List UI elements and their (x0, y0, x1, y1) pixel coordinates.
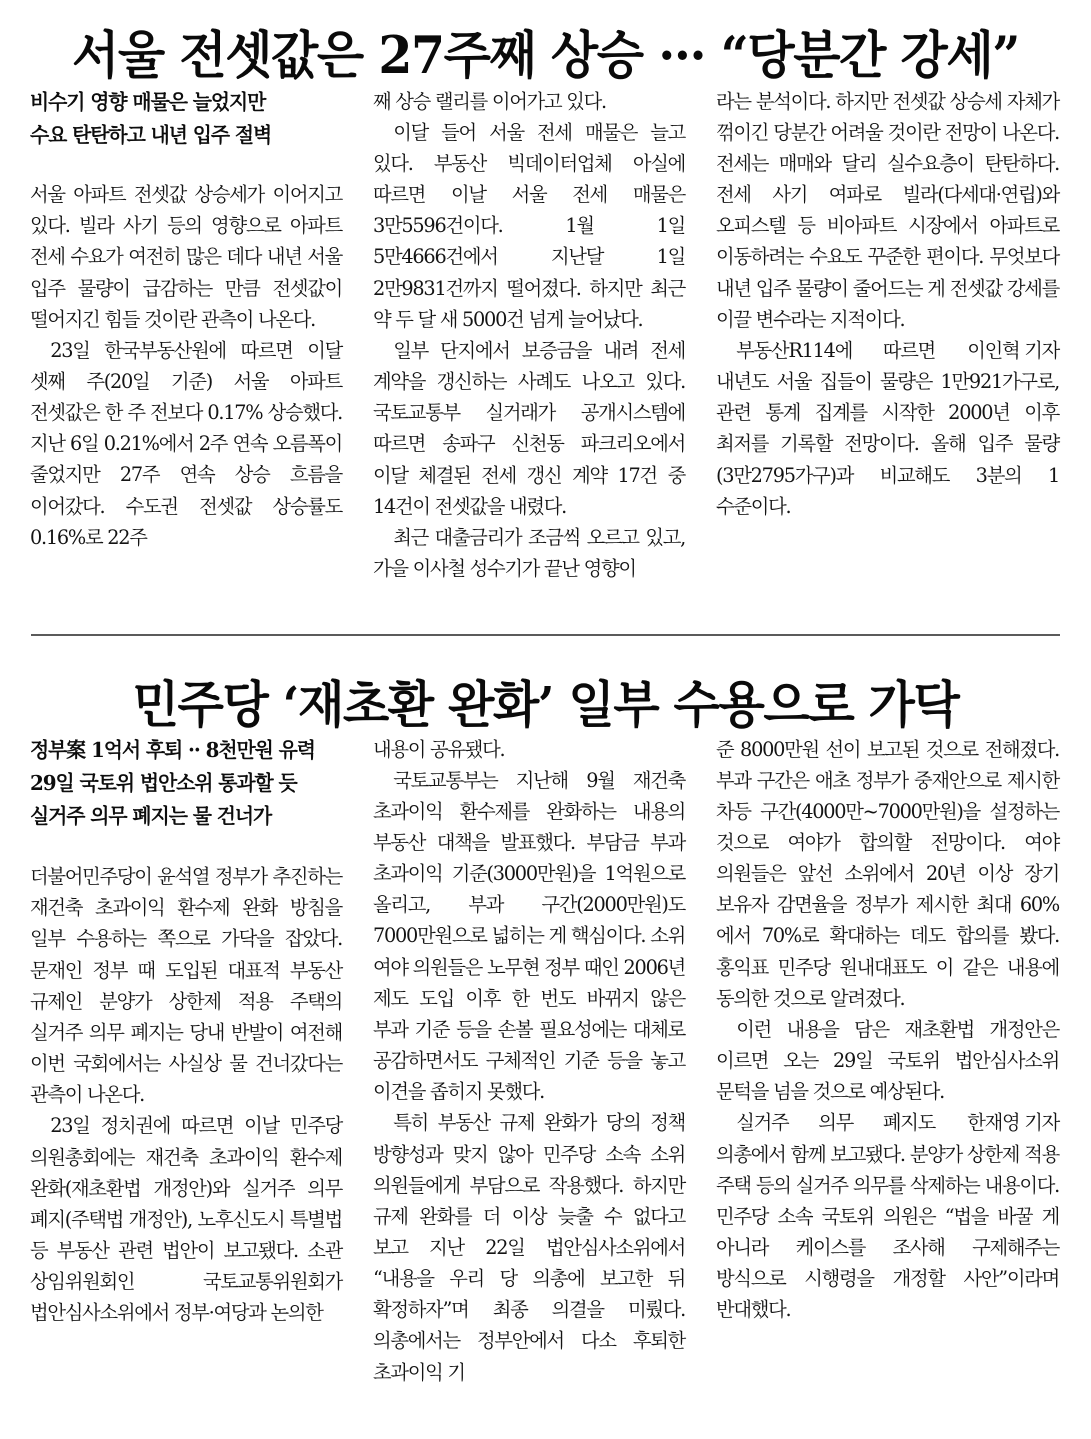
article-1-column-3 (716, 86, 1059, 522)
paragraph (716, 1107, 1059, 1325)
article-2-columns (30, 734, 1061, 1388)
article-2-body-3 (716, 734, 1059, 1326)
article-divider (31, 634, 1060, 636)
deck-line: 정부案 1억서 후퇴 ·· 8천만원 유력 (30, 737, 315, 762)
paragraph: 서울 아파트 전셋값 상승세가 이어지고 있다. 빌라 사기 등의 영향으로 아파트 전세 수요가 여전히 많은 데다 내년 서울 입주 물량이 급감하는 만큼 전셋값이 떨어지긴 힘들 것이란 관측이 나온다. (30, 183, 342, 331)
paragraph: 째 상승 랠리를 이어가고 있다. (373, 89, 606, 113)
article-2-body-1 (30, 861, 342, 1328)
article-2-column-3 (716, 734, 1059, 1326)
paragraph-text: 부동산R114에 따르면 내년도 서울 집들이 물량은 1만921가구로, 관련 통계 집계를 시작한 2000년 이후 최저를 기록할 전망이다. 올해 입주 물량(3만2795가구)과 비교해도 3분의 1 수준이다. (716, 338, 1059, 518)
article-top (0, 0, 1091, 584)
article-1-byline: 이인혁 기자 (967, 338, 1059, 362)
article-1-body-3 (716, 86, 1059, 522)
paragraph: 이런 내용을 담은 재초환법 개정안은 이르면 오는 29일 국토위 법안심사소위 문턱을 넘을 것으로 예상된다. (716, 1017, 1059, 1104)
paragraph: 라는 분석이다. 하지만 전셋값 상승세 자체가 꺾이긴 당분간 어려울 것이란 전망이 나온다. 전세는 매매와 달리 실수요층이 탄탄하다. 전세 사기 여파로 빌라(다세대·연립)와 오피스텔 등 비아파트 시장에서 아파트로 이동하려는 수요도 꾸준한 편이다. 무엇보다 내년 입주 물량이 줄어드는 게 전셋값 강세를 이끌 변수라는 지적이다. (716, 89, 1059, 331)
paragraph: 특히 부동산 규제 완화가 당의 정책 방향성과 맞지 않아 민주당 소속 소위 의원들에게 부담으로 작용했다. 하지만 규제 완화를 더 이상 늦출 수 없다고 보고 지난 22일 법안심사소위에서 “내용을 우리 당 의총에 보고한 뒤 확정하자”며 최종 의결을 미뤘다. 의총에서는 정부안에서 다소 후퇴한 초과이익 기 (373, 1111, 685, 1384)
deck-line: 수요 탄탄하고 내년 입주 절벽 (30, 122, 272, 147)
deck-line: 비수기 영향 매물은 늘었지만 (30, 89, 266, 114)
paragraph: 준 8000만원 선이 보고된 것으로 전해졌다. 부과 구간은 애초 정부가 중재안으로 제시한 차등 구간(4000만~7000만원)을 설정하는 것으로 여야가 합의할 전망이다. 여야 의원들은 앞선 소위에서 20년 이상 장기 보유자 감면율을 정부가 제시한 최대 60%에서 70%로 확대하는 데도 합의를 봤다. 홍익표 민주당 원내대표도 이 같은 내용에 동의한 것으로 알려졌다. (716, 737, 1059, 1010)
article-1-columns (30, 86, 1061, 585)
paragraph: 최근 대출금리가 조금씩 오르고 있고, 가을 이사철 성수기가 끝난 영향이 (373, 525, 685, 580)
paragraph: 23일 한국부동산원에 따르면 이달 셋째 주(20일 기준) 서울 아파트 전셋값은 한 주 전보다 0.17% 상승했다. 지난 6일 0.21%에서 2주 연속 오름폭이 줄었지만 27주 연속 상승 흐름을 이어갔다. 수도권 전셋값 상승률도 0.16%로 22주 (30, 338, 342, 549)
article-1-headline: 서울 전셋값은 27주째 상승 ··· “당분간 강세” (72, 26, 1019, 86)
paragraph: 국토교통부는 지난해 9월 재건축 초과이익 환수제를 완화하는 내용의 부동산 대책을 발표했다. 부담금 부과 초과이익 기준(3000만원)을 1억원으로 올리고, 부과 구간(2000만원)도 7000만원으로 넓히는 게 핵심이다. 소위 여야 의원들은 노무현 정부 때인 2006년 제도 도입 이후 한 번도 바뀌지 않은 부과 기준 등을 손볼 필요성에는 대체로 공감하면서도 구체적인 기준 등을 놓고 이견을 좁히지 못했다. (373, 768, 685, 1104)
paragraph: 23일 정치권에 따르면 이날 민주당 의원총회에는 재건축 초과이익 환수제 완화(재초환법 개정안)와 실거주 의무 폐지(주택법 개정안), 노후신도시 특별법 등 부동산 관련 법안이 보고됐다. 소관 상임위원회인 국토교통위원회가 법안심사소위에서 정부·여당과 논의한 (30, 1114, 342, 1325)
article-2-headline: 민주당 ‘재초환 완화’ 일부 수용으로 가닥 (132, 675, 959, 734)
article-2-column-2 (373, 734, 716, 1388)
article-1-deck (30, 86, 333, 152)
paragraph: 이달 들어 서울 전세 매물은 늘고 있다. 부동산 빅데이터업체 아실에 따르면 이날 서울 전세 매물은 3만5596건이다. 1월 1일 5만4666건에서 지난달 1일 2만9831건까지 떨어졌다. 하지만 최근 약 두 달 새 5000건 넘게 늘어났다. (373, 120, 685, 331)
deck-line: 29일 국토위 법안소위 통과할 듯 (30, 770, 297, 795)
paragraph: 일부 단지에서 보증금을 내려 전세 계약을 갱신하는 사례도 나오고 있다. 국토교통부 실거래가 공개시스템에 따르면 송파구 신천동 파크리오에서 이달 체결된 전세 갱신 계약 17건 중 14건이 전셋값을 내렸다. (373, 338, 685, 518)
article-2-body-2 (373, 734, 685, 1388)
deck-line: 실거주 의무 폐지는 물 건너가 (30, 803, 272, 828)
article-2-byline: 한재영 기자 (967, 1111, 1059, 1135)
article-1-column-2 (373, 86, 716, 585)
article-2-column-1 (30, 734, 373, 1329)
article-1-body-1 (30, 179, 342, 553)
paragraph: 내용이 공유됐다. (373, 737, 505, 761)
paragraph: 더불어민주당이 윤석열 정부가 추진하는 재건축 초과이익 환수제 완화 방침을 일부 수용하는 쪽으로 가닥을 잡았다. 문재인 정부 때 도입된 대표적 부동산 규제인 분양가 상한제 적용 주택의 실거주 의무 폐지는 당내 반발이 여전해 이번 국회에서는 사실상 물 건너갔다는 관측이 나온다. (30, 865, 342, 1107)
paragraph-text: 실거주 의무 폐지도 의총에서 함께 보고됐다. 분양가 상한제 적용 주택 등의 실거주 의무를 삭제하는 내용이다. 민주당 소속 국토위 의원은 “법을 바꿀 게 아니라 케이스를 조사해 구제해주는 방식으로 시행령을 개정할 사안”이라며 반대했다. (716, 1111, 1059, 1322)
article-1-column-1 (30, 86, 373, 553)
article-2-deck (30, 734, 333, 834)
article-1-body-2 (373, 86, 685, 585)
paragraph (716, 335, 1059, 522)
article-bottom (0, 650, 1091, 1388)
